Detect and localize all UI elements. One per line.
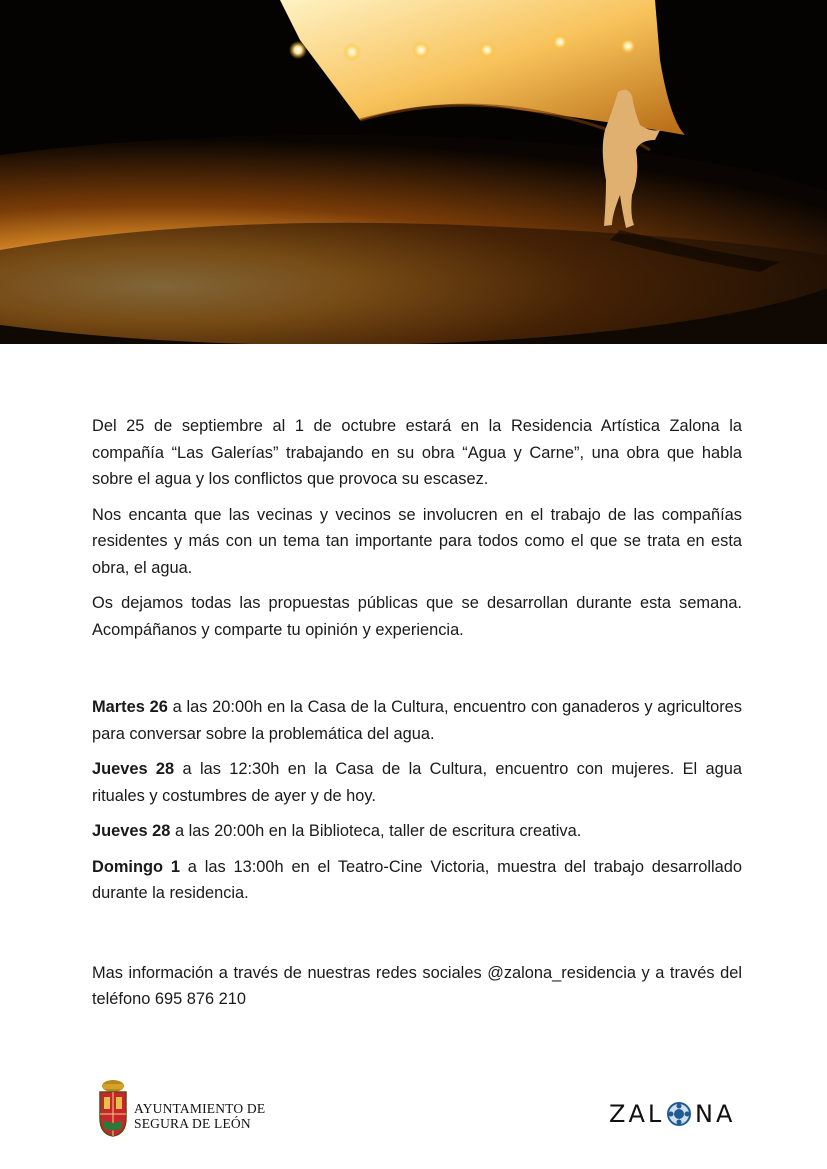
- zalona-logo-left: ZAL: [609, 1100, 665, 1128]
- zalona-logo-right: NA: [695, 1100, 736, 1128]
- article-body: [92, 413, 742, 1022]
- event-item: [92, 694, 742, 747]
- zalona-emblem-icon: [666, 1101, 692, 1127]
- ayuntamiento-line1: AYUNTAMIENTO DE: [134, 1101, 266, 1116]
- event-item: [92, 818, 742, 845]
- event-text: a las 13:00h en el Teatro-Cine Victoria, muestra del trabajo desarrollado durante la residencia.: [92, 857, 742, 902]
- event-item: [92, 756, 742, 809]
- coat-of-arms-icon: [96, 1078, 130, 1138]
- event-text: a las 20:00h en la Casa de la Cultura, encuentro con ganaderos y agricultores para conversar sobre la problemática del agua.: [92, 698, 742, 743]
- event-day: Jueves 28: [92, 760, 175, 778]
- event-item: [92, 854, 742, 907]
- event-day: Domingo 1: [92, 857, 180, 876]
- event-day: Martes 26: [92, 698, 168, 716]
- event-text: a las 12:30h en la Casa de la Cultura, encuentro con mujeres. El agua rituales y costumbres de ayer y de hoy.: [92, 760, 742, 805]
- event-text: a las 20:00h en la Biblioteca, taller de escritura creativa.: [170, 822, 582, 840]
- intro-paragraph-2: Nos encanta que las vecinas y vecinos se involucren en el trabajo de las compañías residentes y más con un tema tan importante para todos como el que se trata en esta obra, el agua.: [92, 505, 742, 577]
- stage-dancer-photo: [0, 0, 827, 344]
- event-day: Jueves 28: [92, 822, 171, 840]
- contact-paragraph: Mas información a través de nuestras redes sociales @zalona_residencia y a través del teléfono 695 876 210: [92, 963, 742, 1008]
- zalona-logo: [609, 1100, 739, 1130]
- ayuntamiento-logo: [96, 1078, 276, 1138]
- ayuntamiento-name: [134, 1101, 265, 1131]
- intro-paragraph-1: Del 25 de septiembre al 1 de octubre estará en la Residencia Artística Zalona la compañía “Las Galerías” trabajando en su obra “Agua y Carne”, una obra que habla sobre el agua y los conflictos que provoca su escasez.: [92, 417, 742, 488]
- hero-photo: [0, 0, 827, 344]
- intro-paragraph-3: Os dejamos todas las propuestas públicas que se desarrollan durante esta semana. Acompáñanos y comparte tu opinión y experiencia.: [92, 594, 742, 639]
- ayuntamiento-line2: SEGURA DE LEÓN: [134, 1116, 251, 1131]
